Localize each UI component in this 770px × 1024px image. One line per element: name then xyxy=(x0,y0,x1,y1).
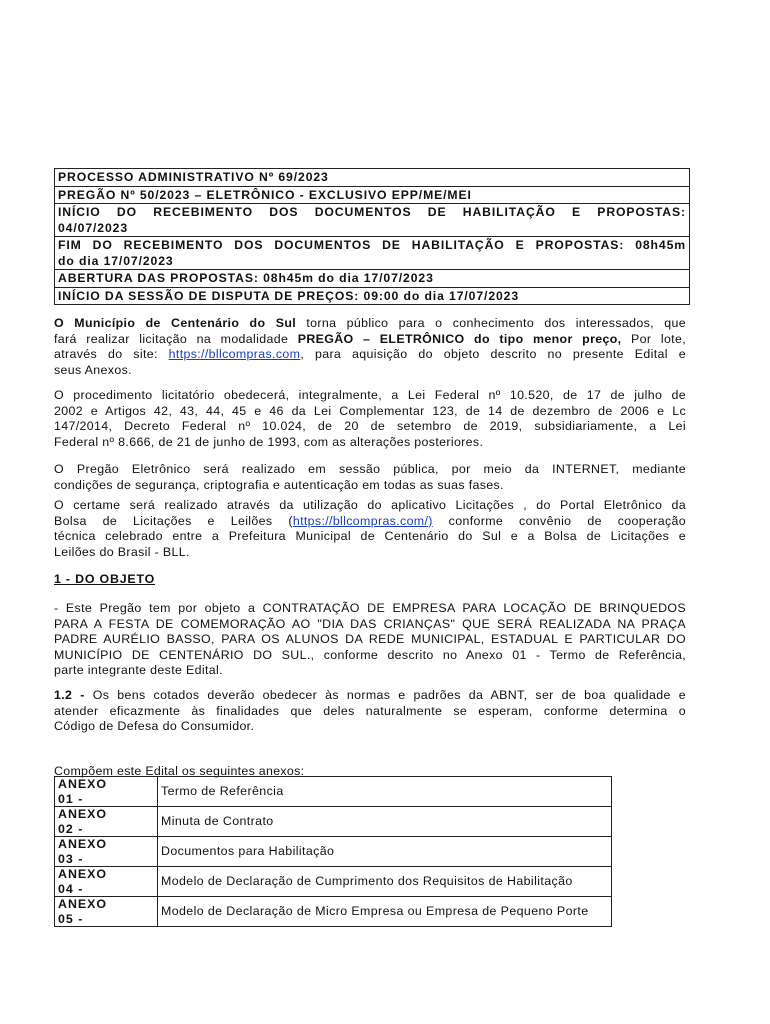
intro-text-4: através do site: xyxy=(54,347,169,361)
table-row xyxy=(55,897,612,927)
anexo-key xyxy=(55,807,158,837)
inicio-recebimento-line xyxy=(55,204,689,237)
intro-paragraph xyxy=(54,316,686,378)
inicio-line-1: INÍCIO DO RECEBIMENTO DOS DOCUMENTOS DE HABILITAÇÃO E PROPOSTAS: xyxy=(58,205,686,219)
objeto-line: PADRE AURÉLIO BASSO, PARA OS ALUNOS DA REDE MUNICIPAL, ESTADUAL E PARTICULAR DO xyxy=(54,632,686,646)
modalidade-bold: PREGÃO – ELETRÔNICO do tipo menor preço, xyxy=(297,331,622,346)
certame-line: Bolsa de Licitações e Leilões ( xyxy=(54,513,293,528)
anexo-description: Minuta de Contrato xyxy=(158,807,612,837)
anexo-description: Termo de Referência xyxy=(158,777,612,807)
intro-text-1: torna público para o conhecimento dos interessados, que xyxy=(296,316,686,330)
table-row xyxy=(55,807,612,837)
anexos-intro: Compõem este Edital os seguintes anexos: xyxy=(54,764,305,778)
procedimento-paragraph xyxy=(54,388,686,450)
inicio-line-2: 04/07/2023 xyxy=(58,220,128,235)
anexo-description: Modelo de Declaração de Cumprimento dos Requisitos de Habilitação xyxy=(158,867,612,897)
fim-line-1: FIM DO RECEBIMENTO DOS DOCUMENTOS DE HABILITAÇÃO E PROPOSTAS: 08h45m xyxy=(58,238,686,252)
pregao-eletronico-paragraph xyxy=(54,462,686,493)
certame-line: Leilões do Brasil - BLL. xyxy=(54,544,190,559)
anexo-number: 05 - xyxy=(58,911,84,926)
fim-recebimento-line xyxy=(55,237,689,270)
anexo-label: ANEXO xyxy=(58,897,108,911)
anexo-number: 03 - xyxy=(58,851,84,866)
anexo-key xyxy=(55,777,158,807)
item-1-2-line: Os bens cotados deverão obedecer às normas e padrões da ABNT, ser de boa qualidade e xyxy=(84,688,686,702)
abertura-line: ABERTURA DAS PROPOSTAS: 08h45m do dia 17/07/2023 xyxy=(55,270,689,288)
sessao-line: INÍCIO DA SESSÃO DE DISPUTA DE PREÇOS: 09:00 do dia 17/07/2023 xyxy=(55,288,689,306)
table-row xyxy=(55,867,612,897)
bllcompras-link[interactable]: https://bllcompras.com xyxy=(168,347,301,361)
bllcompras-link-2[interactable]: https://bllcompras.com/) xyxy=(292,513,433,528)
municipio-name: O Município de Centenário do Sul xyxy=(54,316,297,330)
fim-line-2: do dia 17/07/2023 xyxy=(58,253,174,268)
anexo-description: Modelo de Declaração de Micro Empresa ou Empresa de Pequeno Porte xyxy=(158,897,612,927)
certame-paragraph xyxy=(54,498,686,560)
procedimento-line: Federal nº 8.666, de 21 de junho de 1993, com as alterações posteriores. xyxy=(54,434,484,449)
anexo-number: 01 - xyxy=(58,791,84,806)
objeto-paragraph xyxy=(54,601,686,679)
certame-line: O certame será realizado através da utilização do aplicativo Licitações , do Portal Eletrônico da xyxy=(54,498,686,512)
item-1-2-paragraph xyxy=(54,688,686,735)
item-1-2-line: atender eficazmente às finalidades que deles naturalmente se esperam, conforme determina o xyxy=(54,703,686,718)
section-heading-objeto: 1 - DO OBJETO xyxy=(54,572,156,586)
intro-text-2: fará realizar licitação na modalidade xyxy=(54,331,298,346)
intro-text-3: Por lote, xyxy=(621,331,687,346)
procedimento-line: O procedimento licitatório obedecerá, integralmente, a Lei Federal nº 10.520, de 17 de julho de xyxy=(54,388,686,402)
anexo-number: 04 - xyxy=(58,881,84,896)
anexo-label: ANEXO xyxy=(58,837,108,851)
anexo-label: ANEXO xyxy=(58,807,108,821)
anexo-label: ANEXO xyxy=(58,777,108,791)
anexos-table xyxy=(54,776,612,927)
intro-text-6: seus Anexos. xyxy=(54,362,132,377)
objeto-line: parte integrante deste Edital. xyxy=(54,663,223,677)
anexo-key xyxy=(55,897,158,927)
process-header-box xyxy=(54,168,690,305)
item-1-2-label: 1.2 - xyxy=(54,688,85,702)
table-row xyxy=(55,837,612,867)
anexo-label: ANEXO xyxy=(58,867,108,881)
objeto-line: PARA A FESTA DE COMEMORAÇÃO AO "DIA DAS CRIANÇAS" QUE SERÁ REALIZADA NA PRAÇA xyxy=(54,616,686,631)
anexo-description: Documentos para Habilitação xyxy=(158,837,612,867)
objeto-line: - Este Pregão tem por objeto a CONTRATAÇÃO DE EMPRESA PARA LOCAÇÃO DE BRINQUEDOS xyxy=(54,601,686,615)
certame-line: conforme convênio de cooperação xyxy=(432,513,686,528)
item-1-2-line: Código de Defesa do Consumidor. xyxy=(54,719,255,733)
anexo-key xyxy=(55,867,158,897)
certame-line: técnica celebrado entre a Prefeitura Municipal de Centenário do Sul e a Bolsa de Licitações e xyxy=(54,529,686,543)
procedimento-line: 147/2014, Decreto Federal nº 10.024, de 20 de setembro de 2019, subsidiariamente, a Lei xyxy=(54,419,686,433)
pregao-line: PREGÃO Nº 50/2023 – ELETRÔNICO - EXCLUSIVO EPP/ME/MEI xyxy=(55,187,689,205)
processo-line: PROCESSO ADMINISTRATIVO Nº 69/2023 xyxy=(55,169,689,187)
table-row xyxy=(55,777,612,807)
objeto-line: MUNICÍPIO DE CENTENÁRIO DO SUL., conforme descrito no Anexo 01 - Termo de Referência, xyxy=(54,647,686,662)
pregao-line: O Pregão Eletrônico será realizado em sessão pública, por meio da INTERNET, mediante xyxy=(54,462,686,476)
procedimento-line: 2002 e Artigos 42, 43, 44, 45 e 46 da Lei Complementar 123, de 14 de dezembro de 2006 e Lc xyxy=(54,403,686,418)
pregao-line: condições de segurança, criptografia e autenticação em todas as suas fases. xyxy=(54,477,504,492)
anexo-key xyxy=(55,837,158,867)
intro-text-5: , para aquisição do objeto descrito no presente Edital e xyxy=(300,347,686,361)
anexo-number: 02 - xyxy=(58,821,84,836)
